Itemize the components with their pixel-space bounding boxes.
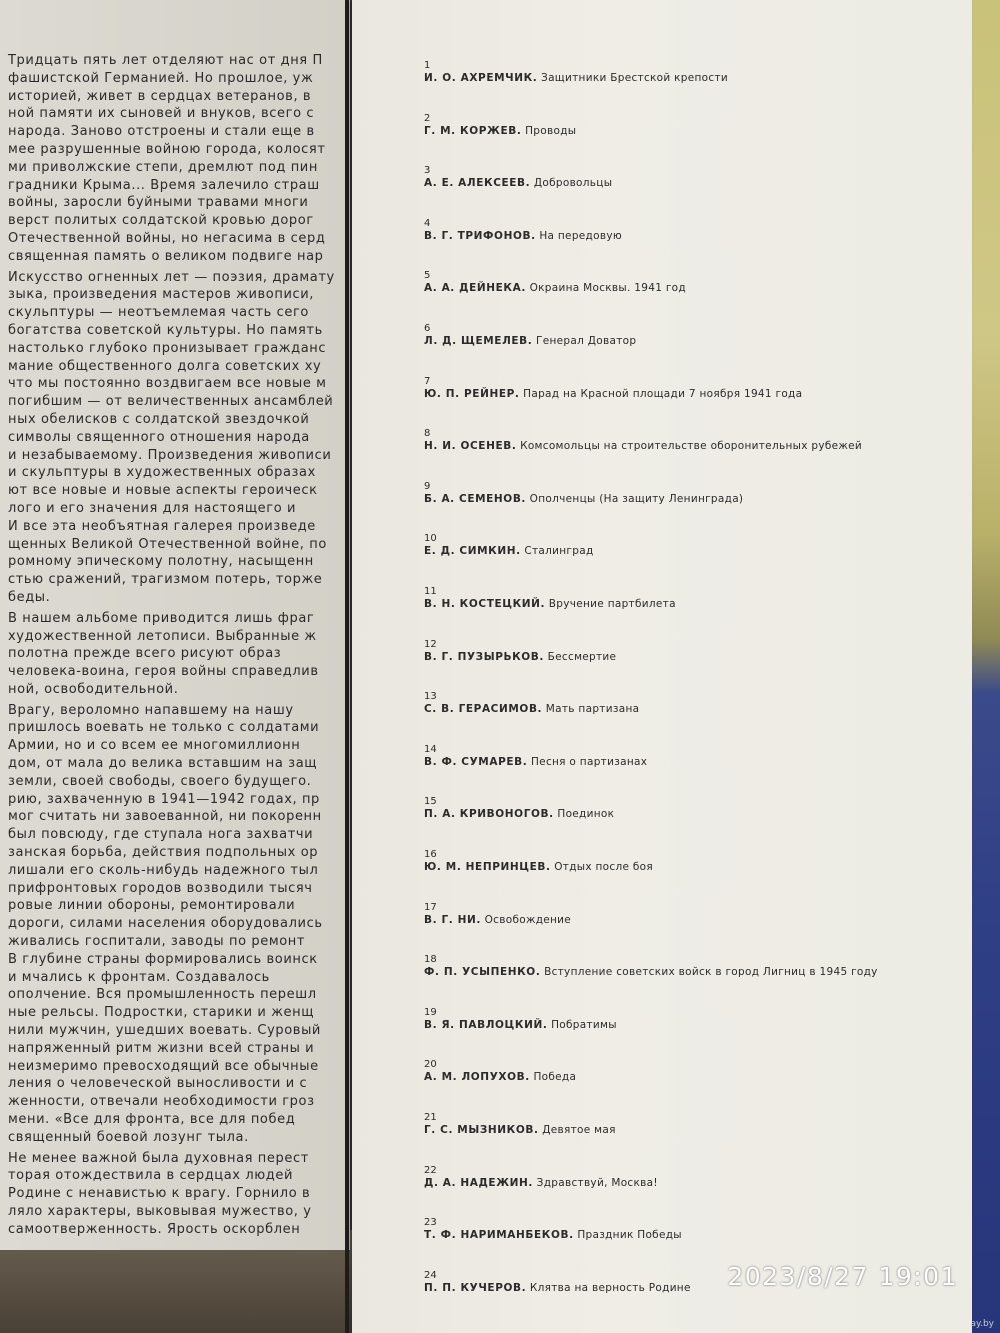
- item-number: 22: [424, 1164, 437, 1176]
- item-caption: [424, 440, 862, 453]
- item-author: А. Е. АЛЕКСЕЕВ.: [424, 177, 531, 190]
- left-text-line: Не менее важной была духовная перест: [8, 1150, 309, 1166]
- left-text-line: ления о человеческой выносливости и с: [8, 1076, 308, 1092]
- item-number: 18: [424, 954, 437, 966]
- list-item: [424, 954, 878, 979]
- item-author: В. Г. ПУЗЫРЬКОВ.: [424, 650, 545, 663]
- list-item: [424, 902, 571, 927]
- left-text-line: прифронтовых городов возводили тысяч: [8, 880, 313, 896]
- list-item: [424, 796, 614, 821]
- list-item: [424, 586, 676, 611]
- item-author: В. Г. НИ.: [424, 913, 481, 926]
- left-text-line: фашистской Германией. Но прошлое, уж: [8, 70, 314, 86]
- item-title: Защитники Брестской крепости: [541, 72, 729, 84]
- item-author: В. Н. КОСТЕЦКИЙ.: [424, 598, 546, 610]
- item-number: 9: [424, 480, 431, 492]
- item-caption: [424, 1124, 616, 1137]
- left-page: [0, 0, 350, 1250]
- item-number: 7: [424, 375, 431, 387]
- left-text-line: скульптуры — неотъемлемая часть сего: [8, 305, 309, 321]
- item-author: Е. Д. СИМКИН.: [424, 545, 521, 558]
- item-caption: [424, 651, 616, 664]
- list-item: [424, 428, 862, 453]
- site-watermark: ay.by: [970, 1319, 994, 1329]
- left-text-line: ляло характеры, выковывая мужество, у: [8, 1204, 312, 1219]
- left-text-line: пришлось воевать не только с солдатами: [8, 720, 320, 736]
- left-text-line: мание общественного долга советских ху: [8, 358, 322, 374]
- item-caption: [424, 1229, 682, 1242]
- item-author: Б. А. СЕМЕНОВ.: [424, 492, 527, 505]
- item-number: 23: [424, 1217, 437, 1229]
- item-number: 17: [424, 901, 437, 913]
- item-title: Праздник Победы: [577, 1229, 682, 1242]
- left-text-line: Армии, но и со всем ее многомиллионн: [8, 738, 301, 754]
- list-item: [424, 533, 594, 558]
- item-title: Ополченцы (На защиту Ленинграда): [529, 492, 744, 505]
- item-number: 13: [424, 691, 437, 703]
- item-author: Ф. П. УСЫПЕНКО.: [424, 966, 541, 979]
- left-text-line: зыка, произведения мастеров живописи,: [8, 287, 315, 303]
- left-text-line: градники Крыма... Время залечило страш: [8, 177, 320, 193]
- item-number: 10: [424, 533, 437, 545]
- item-caption: [424, 1019, 617, 1032]
- item-caption: [424, 1282, 691, 1295]
- item-author: Т. Ф. НАРИМАНБЕКОВ.: [424, 1229, 574, 1242]
- left-text-line: В глубине страны формировались воинск: [8, 951, 318, 967]
- left-text-line: ромному эпическому полотну, насыщенн: [8, 554, 314, 570]
- item-author: И. О. АХРЕМЧИК.: [424, 72, 538, 84]
- left-text-line: мени. «Все для фронта, все для побед: [8, 1112, 296, 1128]
- list-item: [424, 376, 802, 401]
- left-text-line: дом, от мала до велика вставшим на защ: [8, 756, 318, 772]
- item-author: А. М. ЛОПУХОВ.: [424, 1071, 530, 1084]
- left-text-line: Отечественной войны, но негасима в серд: [8, 230, 326, 246]
- left-text-line: народа. Заново отстроены и стали еще в: [8, 124, 315, 140]
- item-number: 1: [424, 60, 431, 71]
- page-edge-shadow: [345, 0, 349, 1333]
- item-title: Поединок: [557, 808, 615, 821]
- left-text-line: беды.: [8, 589, 51, 605]
- left-text-line: погибшим — от величественных ансамблей: [8, 394, 334, 410]
- item-caption: [424, 756, 647, 769]
- item-number: 20: [424, 1059, 437, 1071]
- item-title: Комсомольцы на строительстве оборонительных рубежей: [520, 440, 863, 453]
- left-text-line: мог считать ни завоеванной, ни покоренн: [8, 809, 322, 825]
- left-text-line: человека-воина, героя войны справедлив: [8, 664, 319, 680]
- left-text-line: настолько глубоко пронизывает гражданс: [8, 340, 327, 356]
- item-title: Девятое мая: [542, 1124, 616, 1136]
- item-author: В. Ф. СУМАРЕВ.: [424, 755, 528, 768]
- item-number: 21: [424, 1112, 437, 1123]
- item-caption: [424, 914, 571, 927]
- left-text-line: лишали его сколь-нибудь надежного тыл: [8, 862, 319, 878]
- item-title: Окраина Москвы. 1941 год: [529, 282, 686, 295]
- left-text-line: полотна прежде всего рисуют образ: [8, 646, 282, 662]
- item-number: 3: [424, 165, 431, 177]
- list-item: [424, 113, 576, 138]
- item-author: П. П. КУЧЕРОВ.: [424, 1281, 527, 1294]
- item-title: Вступление советских войск в город Лигниц в 1945 году: [544, 966, 878, 979]
- left-text-line: В нашем альбоме приводится лишь фраг: [8, 610, 315, 626]
- left-text-line: художественной летописи. Выбранные ж: [8, 628, 317, 644]
- list-item: [424, 323, 636, 348]
- left-text-line: Искусство огненных лет — поэзия, драмату: [8, 269, 335, 285]
- item-author: Н. И. ОСЕНЕВ.: [424, 440, 517, 453]
- item-title: Бессмертие: [547, 650, 617, 663]
- left-text-line: ми приволжские степи, дремлют под пин: [8, 159, 318, 175]
- left-text-line: ют все новые и новые аспекты героическ: [8, 483, 318, 499]
- item-caption: [424, 335, 636, 348]
- item-caption: [424, 493, 743, 506]
- item-caption: [424, 1177, 658, 1190]
- item-author: Л. Д. ЩЕМЕЛЕВ.: [424, 335, 533, 347]
- left-text-line: рию, захваченную в 1941—1942 годах, пр: [8, 791, 320, 807]
- item-caption: [424, 808, 614, 821]
- item-caption: [424, 966, 878, 979]
- photo-timestamp: 2023/8/27 19:01: [727, 1262, 958, 1291]
- item-author: Д. А. НАДЕЖИН.: [424, 1176, 534, 1189]
- left-text-line: нили мужчин, ушедших воевать. Суровый: [8, 1023, 321, 1039]
- item-caption: [424, 230, 622, 243]
- left-text-line: Тридцать пять лет отделяют нас от дня П: [8, 53, 323, 68]
- list-item: [424, 1059, 576, 1084]
- item-number: 16: [424, 849, 437, 860]
- left-text-line: верст политых солдатской кровью дорог: [8, 213, 314, 229]
- item-number: 6: [424, 323, 431, 334]
- left-text-line: лого и его значения для настоящего и: [8, 500, 297, 516]
- item-title: Песня о партизанах: [530, 755, 648, 768]
- item-number: 14: [424, 743, 437, 755]
- left-text-line: и незабываемому. Произведения живописи: [8, 447, 332, 463]
- item-title: Освобождение: [484, 913, 572, 926]
- list-item: [424, 1217, 682, 1242]
- item-caption: [424, 598, 676, 611]
- item-caption: [424, 703, 639, 716]
- left-text-line: И все эта необъятная галерея произведе: [8, 518, 316, 534]
- left-text-line: самоотверженность. Ярость оскорблен: [8, 1221, 301, 1237]
- left-text-line: щенных Великой Отечественной войне, по: [8, 536, 327, 552]
- item-title: Проводы: [525, 124, 577, 137]
- left-text-line: напряженный ритм жизни всей страны и: [8, 1040, 315, 1056]
- item-caption: [424, 282, 686, 295]
- left-text-line: Родине с ненавистью к врагу. Горнило в: [8, 1186, 311, 1202]
- list-item: [424, 165, 612, 190]
- list-item: [424, 1007, 617, 1032]
- item-number: 15: [424, 796, 437, 808]
- item-author: Ю. П. РЕЙНЕР.: [424, 387, 520, 400]
- item-title: Здравствуй, Москва!: [536, 1176, 658, 1189]
- item-number: 4: [424, 217, 431, 229]
- left-text-line: занская борьба, действия подпольных ор: [8, 845, 319, 861]
- item-caption: [424, 1071, 576, 1084]
- item-author: Г. М. КОРЖЕВ.: [424, 124, 522, 137]
- item-author: В. Я. ПАВЛОЦКИЙ.: [424, 1018, 548, 1031]
- left-text-line: ной памяти их сыновей и внуков, всего с: [8, 106, 315, 122]
- item-author: С. В. ГЕРАСИМОВ.: [424, 703, 543, 716]
- left-text-line: Врагу, вероломно напавшему на нашу: [8, 702, 294, 718]
- left-text-line: что мы постоянно воздвигаем все новые м: [8, 376, 327, 392]
- item-author: А. А. ДЕЙНЕКА.: [424, 282, 526, 295]
- item-caption: [424, 72, 728, 85]
- item-title: На передовую: [539, 229, 622, 242]
- left-text-line: священный боевой лозунг тыла.: [8, 1129, 249, 1145]
- item-caption: [424, 177, 612, 190]
- item-title: Победа: [533, 1071, 577, 1084]
- left-text-line: символы священного отношения народа: [8, 429, 310, 445]
- list-item: [424, 1112, 616, 1137]
- left-text-line: женности, отвечали необходимости гроз: [8, 1094, 315, 1110]
- left-text-line: и скульптуры в художественных образах: [8, 465, 316, 481]
- left-text-line: ной, освободительной.: [8, 681, 179, 697]
- item-title: Клятва на верность Родине: [529, 1281, 691, 1294]
- left-text-line: стью сражений, трагизмом потерь, торже: [8, 572, 323, 588]
- left-text-line: священная память о великом подвиге нар: [8, 248, 324, 264]
- left-text-line: ных обелисков с солдатской звездочкой: [8, 411, 310, 427]
- item-number: 2: [424, 112, 431, 124]
- list-item: [424, 1165, 658, 1190]
- item-caption: [424, 861, 653, 874]
- left-page-text: [8, 52, 350, 1239]
- list-item: [424, 639, 616, 664]
- list-item: [424, 849, 653, 874]
- list-item: [424, 218, 622, 243]
- left-text-line: неизмеримо превосходящий все обычные: [8, 1058, 319, 1074]
- item-title: Мать партизана: [545, 703, 640, 716]
- item-number: 11: [424, 586, 437, 597]
- item-author: П. А. КРИВОНОГОВ.: [424, 808, 554, 821]
- item-number: 24: [424, 1269, 437, 1281]
- left-text-line: земли, своей свободы, своего будущего.: [8, 773, 312, 789]
- item-caption: [424, 388, 802, 401]
- list-item: [424, 1270, 691, 1295]
- left-text-line: ные рельсы. Подростки, старики и женщ: [8, 1005, 315, 1021]
- item-number: 19: [424, 1006, 437, 1018]
- left-text-line: был повсюду, где ступала нога захватчи: [8, 827, 314, 843]
- left-text-line: торая отождествила в сердцах людей: [8, 1168, 294, 1184]
- left-text-line: историей, живет в сердцах ветеранов, в: [8, 88, 312, 104]
- item-title: Вручение партбилета: [548, 598, 676, 610]
- left-text-line: ополчение. Вся промышленность перешл: [8, 987, 317, 1003]
- item-title: Добровольцы: [533, 177, 613, 190]
- list-item: [424, 744, 647, 769]
- item-title: Побратимы: [551, 1018, 617, 1031]
- left-text-line: богатства советской культуры. Но память: [8, 322, 323, 338]
- left-text-line: и мчались к фронтам. Создавалось: [8, 969, 270, 985]
- item-title: Генерал Доватор: [536, 335, 637, 347]
- list-item: [424, 691, 639, 716]
- item-title: Отдых после боя: [554, 861, 654, 873]
- item-author: Ю. М. НЕПРИНЦЕВ.: [424, 861, 551, 873]
- item-number: 5: [424, 270, 431, 282]
- item-author: В. Г. ТРИФОНОВ.: [424, 229, 536, 242]
- item-title: Парад на Красной площади 7 ноября 1941 года: [523, 387, 803, 400]
- item-number: 12: [424, 638, 437, 650]
- left-text-line: живались госпитали, заводы по ремонт: [8, 934, 306, 950]
- left-text-line: дороги, силами населения оборудовались: [8, 916, 323, 932]
- left-text-line: ровые линии обороны, ремонтировали: [8, 898, 296, 914]
- item-caption: [424, 545, 594, 558]
- list-item: [424, 60, 728, 85]
- left-text-line: войны, заросли буйными травами многи: [8, 195, 309, 211]
- list-item: [424, 481, 743, 506]
- item-caption: [424, 125, 576, 138]
- item-title: Сталинград: [524, 545, 594, 558]
- list-item: [424, 270, 686, 295]
- item-author: Г. С. МЫЗНИКОВ.: [424, 1124, 539, 1136]
- left-text-line: мее разрушенные войною города, колосят: [8, 141, 326, 157]
- item-number: 8: [424, 428, 431, 440]
